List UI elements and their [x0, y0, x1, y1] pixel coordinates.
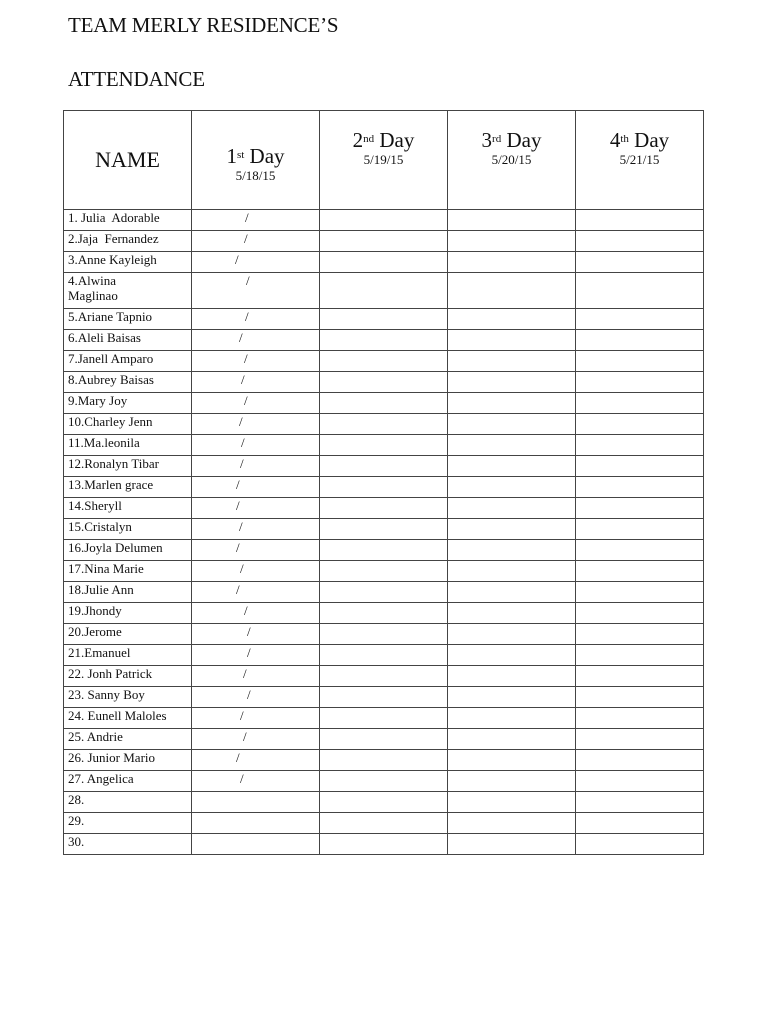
header-day-1: 1st Day 5/18/15 — [192, 111, 320, 210]
day-4-cell — [576, 498, 704, 519]
day-3-cell — [448, 771, 576, 792]
day-1-cell — [192, 393, 320, 414]
day-3-cell — [448, 435, 576, 456]
attendance-mark: / — [247, 645, 251, 660]
attendance-mark: / — [240, 456, 244, 471]
attendee-name: 9.Mary Joy — [64, 393, 192, 414]
header-row — [64, 111, 704, 210]
table-row — [64, 645, 704, 666]
day-4-cell — [576, 414, 704, 435]
attendee-name: 11.Ma.leonila — [64, 435, 192, 456]
attendee-name: 20.Jerome — [64, 624, 192, 645]
day-3-cell — [448, 252, 576, 273]
attendance-mark: / — [236, 750, 240, 765]
attendance-mark: / — [236, 540, 240, 555]
attendance-mark: / — [236, 477, 240, 492]
day-1-cell — [192, 729, 320, 750]
day-1-cell — [192, 309, 320, 330]
day-2-cell — [320, 771, 448, 792]
attendee-name: 8.Aubrey Baisas — [64, 372, 192, 393]
day-4-cell — [576, 687, 704, 708]
day-1-cell — [192, 561, 320, 582]
table-row — [64, 273, 704, 309]
day-3-cell — [448, 666, 576, 687]
day-1-cell — [192, 792, 320, 813]
day-1-cell — [192, 813, 320, 834]
day-3-cell — [448, 582, 576, 603]
day-3-cell — [448, 624, 576, 645]
attendee-name: 19.Jhondy — [64, 603, 192, 624]
attendee-name: 1. Julia Adorable — [64, 210, 192, 231]
document-title-line2: ATTENDANCE — [68, 67, 205, 91]
attendee-name: 12.Ronalyn Tibar — [64, 456, 192, 477]
day-1-cell — [192, 603, 320, 624]
attendee-name: 22. Jonh Patrick — [64, 666, 192, 687]
day-1-cell — [192, 351, 320, 372]
table-row — [64, 582, 704, 603]
attendance-mark: / — [247, 687, 251, 702]
day-2-cell — [320, 792, 448, 813]
day-2-cell — [320, 645, 448, 666]
header-day-4: 4th Day 5/21/15 — [576, 111, 704, 210]
day-4-cell — [576, 813, 704, 834]
table-row — [64, 393, 704, 414]
day-1-cell — [192, 252, 320, 273]
attendance-mark: / — [245, 210, 249, 225]
attendance-mark: / — [240, 708, 244, 723]
day-1-cell — [192, 708, 320, 729]
day-4-cell — [576, 603, 704, 624]
table-row — [64, 435, 704, 456]
table-row — [64, 729, 704, 750]
day-2-cell — [320, 624, 448, 645]
day-3-cell — [448, 231, 576, 252]
attendee-name: 6.Aleli Baisas — [64, 330, 192, 351]
day-4-cell — [576, 210, 704, 231]
attendance-table — [63, 110, 704, 855]
day-1-cell — [192, 624, 320, 645]
day-4-cell — [576, 771, 704, 792]
day-3-cell — [448, 273, 576, 309]
table-row — [64, 519, 704, 540]
attendee-name: 25. Andrie — [64, 729, 192, 750]
attendee-name: 14.Sheryll — [64, 498, 192, 519]
day-2-cell — [320, 351, 448, 372]
table-row — [64, 771, 704, 792]
header-date-4: 5/21/15 — [619, 152, 660, 167]
day-4-cell — [576, 330, 704, 351]
table-row — [64, 603, 704, 624]
attendance-mark: / — [239, 330, 243, 345]
day-1-cell — [192, 273, 320, 309]
day-1-cell — [192, 477, 320, 498]
attendee-name: 29. — [64, 813, 192, 834]
attendance-mark: / — [243, 666, 247, 681]
day-2-cell — [320, 456, 448, 477]
day-4-cell — [576, 231, 704, 252]
day-2-cell — [320, 273, 448, 309]
header-date-2: 5/19/15 — [363, 152, 404, 167]
attendee-name: 16.Joyla Delumen — [64, 540, 192, 561]
document-title-line1: TEAM MERLY RESIDENCE’S — [68, 13, 339, 37]
attendee-name: 18.Julie Ann — [64, 582, 192, 603]
day-4-cell — [576, 645, 704, 666]
day-3-cell — [448, 750, 576, 771]
table-row — [64, 834, 704, 855]
day-4-cell — [576, 729, 704, 750]
table-row — [64, 477, 704, 498]
day-4-cell — [576, 792, 704, 813]
attendance-mark: / — [239, 414, 243, 429]
day-4-cell — [576, 750, 704, 771]
day-3-cell — [448, 792, 576, 813]
header-day-3: 3rd Day 5/20/15 — [448, 111, 576, 210]
day-3-cell — [448, 708, 576, 729]
day-2-cell — [320, 372, 448, 393]
table-row — [64, 351, 704, 372]
day-3-cell — [448, 561, 576, 582]
day-2-cell — [320, 729, 448, 750]
attendee-name: 17.Nina Marie — [64, 561, 192, 582]
attendee-name: 10.Charley Jenn — [64, 414, 192, 435]
table-row — [64, 330, 704, 351]
day-2-cell — [320, 834, 448, 855]
day-4-cell — [576, 540, 704, 561]
table-row — [64, 252, 704, 273]
attendance-mark: / — [239, 519, 243, 534]
attendance-mark: / — [236, 498, 240, 513]
day-3-cell — [448, 210, 576, 231]
header-name: NAME — [64, 111, 192, 210]
day-3-cell — [448, 687, 576, 708]
attendee-name: 4.Alwina Maglinao — [64, 273, 192, 309]
day-2-cell — [320, 393, 448, 414]
day-4-cell — [576, 309, 704, 330]
attendance-mark: / — [236, 582, 240, 597]
day-2-cell — [320, 498, 448, 519]
day-2-cell — [320, 666, 448, 687]
attendance-mark: / — [244, 603, 248, 618]
table-row — [64, 414, 704, 435]
attendance-mark: / — [245, 309, 249, 324]
table-row — [64, 708, 704, 729]
table-row — [64, 813, 704, 834]
table-row — [64, 498, 704, 519]
attendee-name: 24. Eunell Maloles — [64, 708, 192, 729]
table-row — [64, 561, 704, 582]
attendance-mark: / — [235, 252, 239, 267]
attendance-mark: / — [244, 351, 248, 366]
day-3-cell — [448, 309, 576, 330]
header-date-3: 5/20/15 — [491, 152, 532, 167]
day-3-cell — [448, 456, 576, 477]
day-2-cell — [320, 561, 448, 582]
day-2-cell — [320, 519, 448, 540]
day-3-cell — [448, 645, 576, 666]
day-3-cell — [448, 477, 576, 498]
table-row — [64, 624, 704, 645]
day-1-cell — [192, 750, 320, 771]
attendance-mark: / — [243, 729, 247, 744]
day-4-cell — [576, 477, 704, 498]
table-row — [64, 540, 704, 561]
day-3-cell — [448, 729, 576, 750]
attendance-mark: / — [244, 231, 248, 246]
attendance-mark: / — [240, 771, 244, 786]
day-2-cell — [320, 477, 448, 498]
day-4-cell — [576, 519, 704, 540]
day-2-cell — [320, 582, 448, 603]
table-row — [64, 231, 704, 252]
header-day-2: 2nd Day 5/19/15 — [320, 111, 448, 210]
attendance-mark: / — [246, 273, 250, 288]
day-2-cell — [320, 210, 448, 231]
day-3-cell — [448, 414, 576, 435]
attendance-mark: / — [240, 561, 244, 576]
attendance-mark: / — [247, 624, 251, 639]
table-row — [64, 792, 704, 813]
day-3-cell — [448, 498, 576, 519]
table-row — [64, 750, 704, 771]
day-2-cell — [320, 603, 448, 624]
day-3-cell — [448, 834, 576, 855]
day-4-cell — [576, 666, 704, 687]
table-row — [64, 309, 704, 330]
table-row — [64, 666, 704, 687]
attendee-name: 26. Junior Mario — [64, 750, 192, 771]
day-2-cell — [320, 813, 448, 834]
day-2-cell — [320, 540, 448, 561]
day-1-cell — [192, 519, 320, 540]
day-3-cell — [448, 351, 576, 372]
attendee-name: 27. Angelica — [64, 771, 192, 792]
day-4-cell — [576, 834, 704, 855]
day-1-cell — [192, 231, 320, 252]
day-1-cell — [192, 834, 320, 855]
day-2-cell — [320, 708, 448, 729]
day-4-cell — [576, 708, 704, 729]
day-1-cell — [192, 498, 320, 519]
attendance-mark: / — [241, 372, 245, 387]
header-date-1: 5/18/15 — [235, 167, 276, 183]
attendee-name: 3.Anne Kayleigh — [64, 252, 192, 273]
day-1-cell — [192, 687, 320, 708]
table-row — [64, 372, 704, 393]
day-1-cell — [192, 372, 320, 393]
day-1-cell — [192, 582, 320, 603]
day-2-cell — [320, 750, 448, 771]
attendee-name: 28. — [64, 792, 192, 813]
day-1-cell — [192, 666, 320, 687]
day-1-cell — [192, 456, 320, 477]
day-2-cell — [320, 687, 448, 708]
attendee-name: 5.Ariane Tapnio — [64, 309, 192, 330]
day-2-cell — [320, 330, 448, 351]
attendee-name: 13.Marlen grace — [64, 477, 192, 498]
day-4-cell — [576, 624, 704, 645]
day-1-cell — [192, 210, 320, 231]
attendance-mark: / — [244, 393, 248, 408]
attendee-name: 2.Jaja Fernandez — [64, 231, 192, 252]
day-2-cell — [320, 309, 448, 330]
day-1-cell — [192, 771, 320, 792]
attendance-mark: / — [241, 435, 245, 450]
attendee-name: 21.Emanuel — [64, 645, 192, 666]
day-3-cell — [448, 372, 576, 393]
day-1-cell — [192, 645, 320, 666]
attendee-name: 23. Sanny Boy — [64, 687, 192, 708]
day-2-cell — [320, 252, 448, 273]
attendee-name: 7.Janell Amparo — [64, 351, 192, 372]
day-3-cell — [448, 540, 576, 561]
day-3-cell — [448, 393, 576, 414]
day-4-cell — [576, 456, 704, 477]
attendee-name: 30. — [64, 834, 192, 855]
day-2-cell — [320, 435, 448, 456]
table-row — [64, 456, 704, 477]
day-3-cell — [448, 813, 576, 834]
day-4-cell — [576, 351, 704, 372]
day-4-cell — [576, 273, 704, 309]
table-row — [64, 210, 704, 231]
day-4-cell — [576, 372, 704, 393]
day-1-cell — [192, 435, 320, 456]
day-4-cell — [576, 561, 704, 582]
day-4-cell — [576, 582, 704, 603]
day-4-cell — [576, 252, 704, 273]
day-4-cell — [576, 435, 704, 456]
table-row — [64, 687, 704, 708]
day-1-cell — [192, 330, 320, 351]
day-2-cell — [320, 414, 448, 435]
day-3-cell — [448, 519, 576, 540]
day-2-cell — [320, 231, 448, 252]
day-1-cell — [192, 414, 320, 435]
attendee-name: 15.Cristalyn — [64, 519, 192, 540]
day-4-cell — [576, 393, 704, 414]
day-3-cell — [448, 603, 576, 624]
day-1-cell — [192, 540, 320, 561]
day-3-cell — [448, 330, 576, 351]
